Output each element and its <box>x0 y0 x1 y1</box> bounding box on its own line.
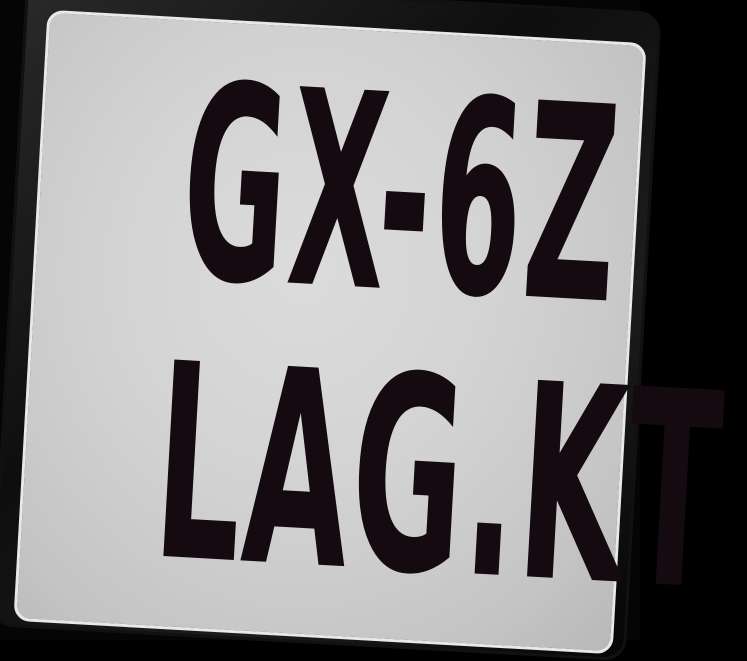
plate-line-1: GX-6Z <box>174 25 629 365</box>
plate-line-2: LAG.KT <box>147 304 731 651</box>
license-plate <box>13 10 731 655</box>
